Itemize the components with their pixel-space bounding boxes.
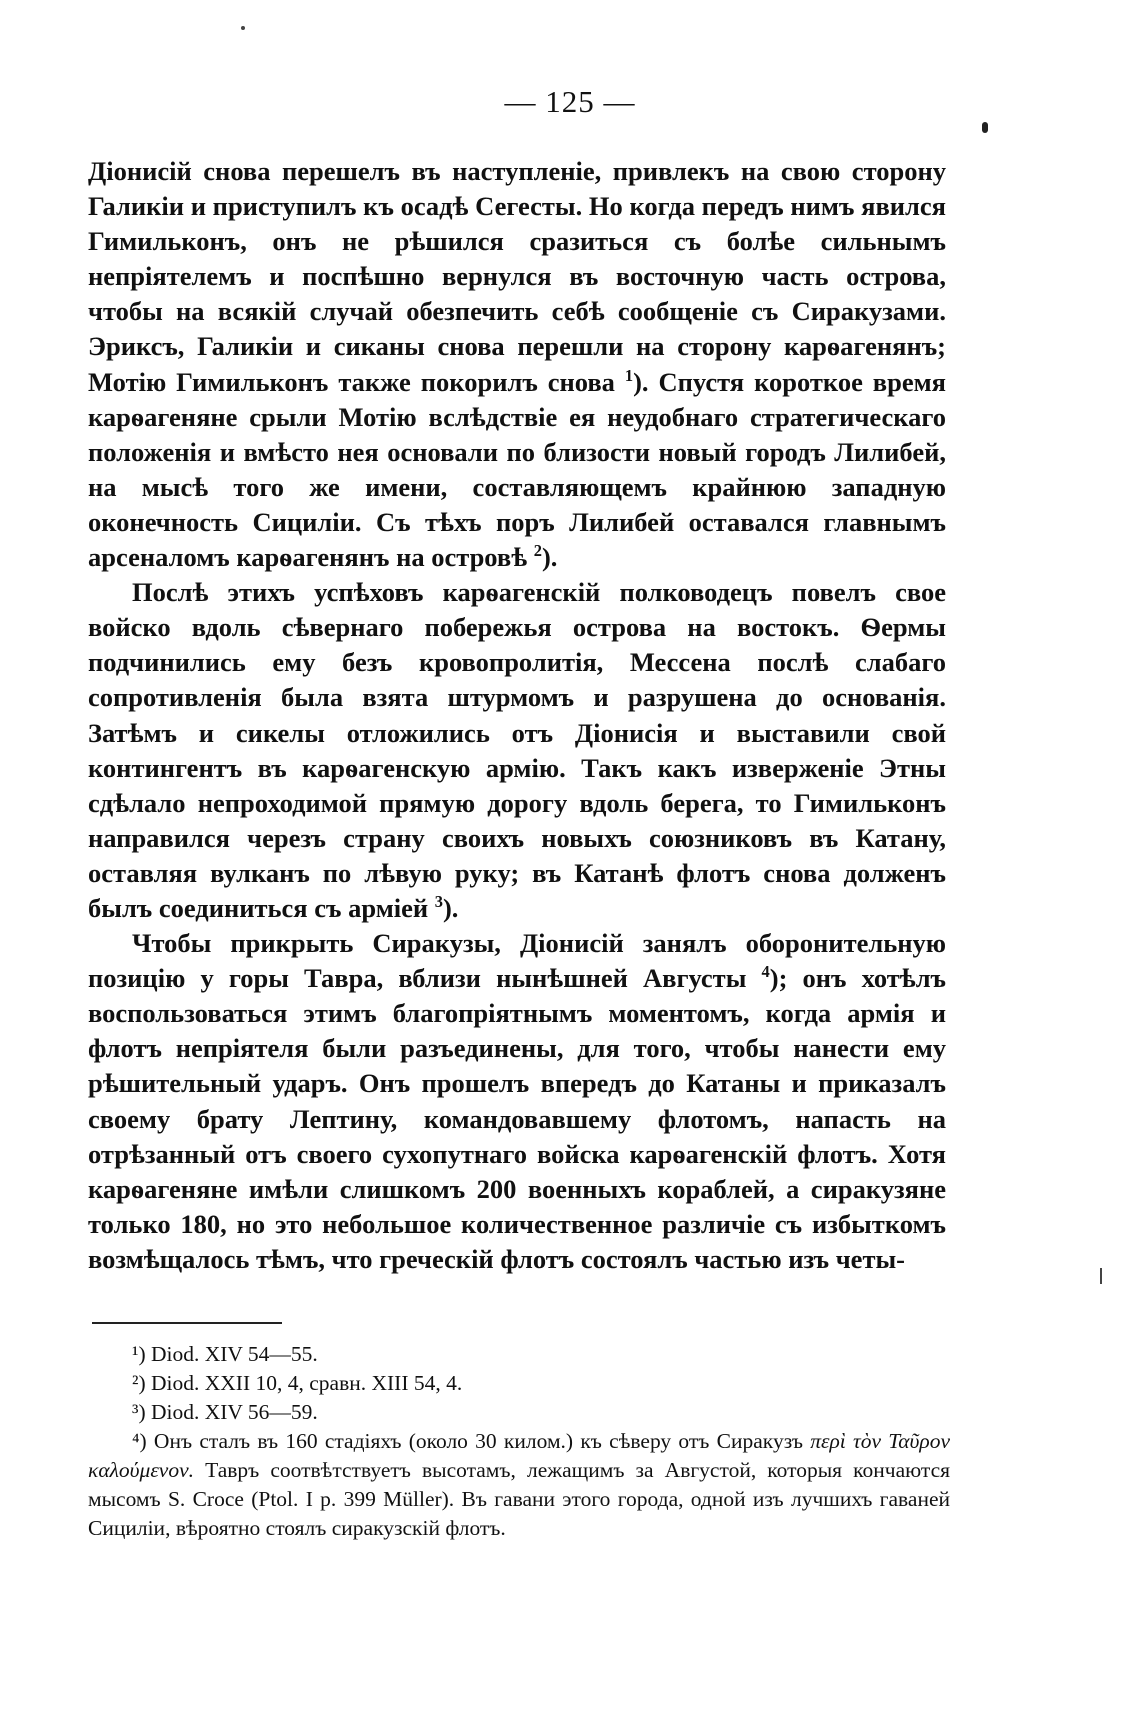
paragraph-3-text-a: Чтобы прикрыть Сиракузы, Діонисій занялъ оборонительную позицію у горы Тавра, вблизи нынѣшней Августы (88, 928, 946, 994)
footnote-3-text: Diod. XIV 56—59. (150, 1400, 318, 1424)
paragraph-1-text-a: Діонисій снова перешелъ въ наступленіе, привлекъ на свою сторону Галикіи и приступилъ къ осадѣ Сегесты. Но когда передъ нимъ явился Гимильконъ, онъ не рѣшился сразиться съ болѣе сильнымъ непріятелемъ и поспѣшно вернулся въ восточную часть острова, чтобы на всякій случай обезпечить себѣ сообщеніе съ Сиракузами. Эриксъ, Галикіи и сиканы снова перешли на сторону карѳагенянъ; Мотію Гимильконъ также покорилъ снова (88, 156, 946, 397)
footnote-1 (88, 1340, 950, 1369)
footnote-2-mark: ²) (132, 1371, 146, 1395)
print-speck (241, 26, 245, 30)
footnote-2-text: Diod. XXII 10, 4, сравн. XIII 54, 4. (150, 1371, 463, 1395)
footnote-ref-4: 4 (761, 962, 770, 982)
footnote-4-text-a: Онъ сталъ въ 160 стадіяхъ (около 30 килом.) къ сѣверу отъ Сиракузъ (153, 1429, 803, 1453)
footnote-4-mark: ⁴) (132, 1429, 147, 1453)
footnote-ref-3: 3 (434, 892, 443, 912)
paragraph-2-text-a: Послѣ этихъ успѣховъ карѳагенскій полководецъ повелъ свое войско вдоль сѣвернаго побережья острова на востокъ. Ѳермы подчинились ему безъ кровопролитія, Мессена послѣ слабаго сопротивленія была взята штурмомъ и разрушена до основанія. Затѣмъ и сикелы отложились отъ Діонисія и выставили свой контингентъ въ карѳагенскую армію. Такъ какъ изверженіе Этны сдѣлало непроходимой прямую дорогу вдоль берега, то Гимильконъ направился черезъ страну своихъ новыхъ союзниковъ въ Катану, оставляя вулканъ по лѣвую руку; въ Катанѣ флотъ снова долженъ былъ соединиться съ арміей (88, 577, 946, 923)
page-number: — 125 — (504, 84, 636, 119)
paragraph-2 (88, 575, 946, 926)
footnote-3 (88, 1398, 950, 1427)
main-text (88, 154, 946, 1277)
footnote-ref-2: 2 (533, 541, 542, 561)
paragraph-3 (88, 926, 946, 1277)
footnotes (88, 1340, 950, 1543)
paragraph-1-text-b: ). Спустя короткое время карѳагеняне срыли Мотію вслѣдствіе ея неудобнаго стратегическаго положенія и вмѣсто нея основали по близости новый городъ Лилибей, на мысѣ того же имени, составляющемъ крайнюю западную оконечность Сициліи. Съ тѣхъ поръ Лилибей оставался главнымъ арсеналомъ карѳагенянъ на островѣ (88, 366, 946, 573)
footnote-4-text-b: Тавръ соотвѣтствуетъ высотамъ, лежащимъ за Августой, которыя кончаются мысомъ S. Croce (Ptol. I p. 399 Müller). Въ гавани этого города, одной изъ лучшихъ гаваней Сициліи, вѣроятно стоялъ сиракузскій флотъ. (88, 1458, 950, 1540)
footnote-4-greek: περὶ τὸν Ταῦρον καλούμενον. (88, 1429, 951, 1482)
paragraph-3-text-b: ); онъ хотѣлъ воспользоваться этимъ благопріятнымъ моментомъ, когда армія и флотъ непріятеля были разъединены, для того, чтобы нанести ему рѣшительный ударъ. Онъ прошелъ впередъ до Катаны и приказалъ своему брату Лептину, командовавшему флотомъ, напасть на отрѣзанный отъ своего сухопутнаго войска карѳагенскій флотъ. Хотя карѳагеняне имѣли слишкомъ 200 военныхъ кораблей, а сиракузяне только 180, но это небольшое количественное различіе съ избыткомъ возмѣщалось тѣмъ, что греческій флотъ состоялъ частью изъ четы- (88, 963, 947, 1274)
footnote-4 (88, 1427, 950, 1543)
margin-tick (1100, 1268, 1102, 1284)
paragraph-1 (88, 154, 946, 575)
paragraph-1-text-c: ). (541, 542, 558, 573)
footnote-1-text: Diod. XIV 54—55. (150, 1342, 318, 1366)
footnote-ref-1: 1 (624, 365, 634, 385)
footnote-3-mark: ³) (132, 1400, 146, 1424)
footnote-1-mark: ¹) (132, 1342, 146, 1366)
paragraph-2-text-b: ). (442, 892, 459, 923)
footnote-divider (92, 1322, 282, 1324)
margin-mark (982, 122, 988, 133)
footnote-2 (88, 1369, 950, 1398)
